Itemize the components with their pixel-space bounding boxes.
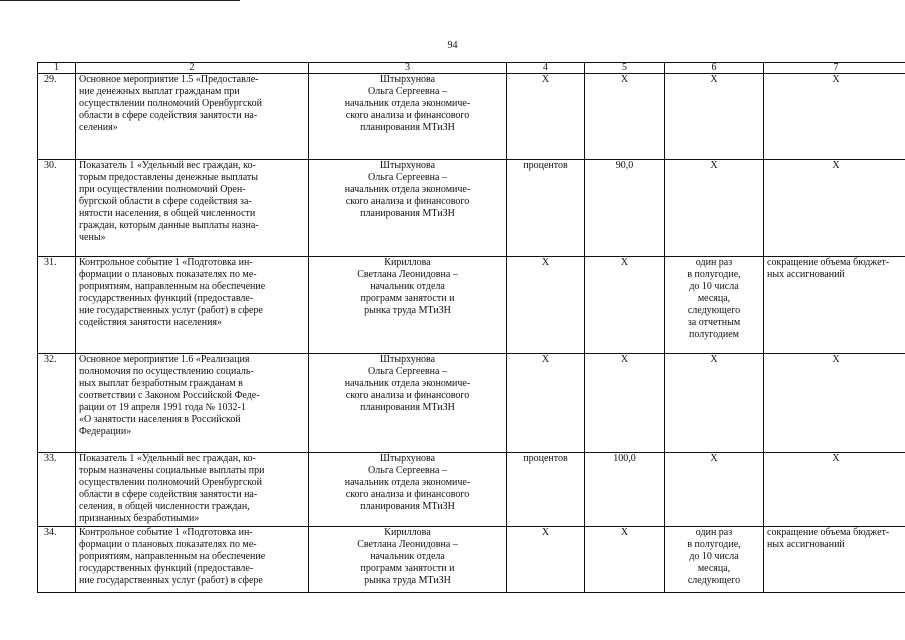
note-line: сокращение объема бюджет-: [767, 257, 890, 268]
responsible-line: начальник отдела: [370, 281, 445, 292]
responsible-line: Ольга Сергеевна –: [368, 465, 447, 476]
row-number: 33.: [38, 453, 76, 527]
note-line: ных ассигнований: [767, 269, 845, 280]
deadline-line: до 10 числа: [689, 551, 739, 562]
responsible-line: Ольга Сергеевна –: [368, 172, 447, 183]
deadline-line: X: [710, 453, 718, 464]
deadline-line: месяца,: [697, 293, 731, 304]
activity-name-line: торым назначены социальные выплаты при: [79, 465, 265, 476]
activity-name-line: нятости населения, в общей численности: [79, 208, 256, 219]
responsible-cell: [309, 453, 507, 527]
responsible-line: рынка труда МТиЗН: [364, 305, 451, 316]
activity-name-line: ние государственных услуг (работ) в сфере: [79, 575, 263, 586]
note-cell: [764, 453, 905, 527]
activity-name-line: чены»: [79, 232, 106, 243]
note-line: X: [832, 74, 840, 85]
activity-name-line: Федерации»: [79, 426, 132, 437]
table-row: [38, 74, 905, 160]
note-line: сокращение объема бюджет-: [767, 527, 890, 538]
unit-cell: процентов: [507, 453, 585, 527]
value-cell: X: [585, 257, 665, 354]
activity-name-line: полномочия по осуществлению социаль-: [79, 366, 254, 377]
activity-name-line: Основное мероприятие 1.6 «Реализация: [79, 354, 250, 365]
deadline-line: месяца,: [697, 563, 731, 574]
responsible-line: Ольга Сергеевна –: [368, 86, 447, 97]
table-row: [38, 527, 905, 593]
row-number: 34.: [38, 527, 76, 593]
row-number: 29.: [38, 74, 76, 160]
deadline-line: X: [710, 160, 718, 171]
col-header-4: 4: [507, 63, 585, 74]
activity-name-line: Основное мероприятие 1.5 «Предоставле-: [79, 74, 259, 85]
col-header-3: 3: [309, 63, 507, 74]
activity-name-line: Показатель 1 «Удельный вес граждан, ко-: [79, 160, 256, 171]
note-cell: [764, 354, 905, 453]
activity-name-line: селения, в общей численности граждан,: [79, 501, 250, 512]
value-cell: X: [585, 527, 665, 593]
activity-name-cell: [76, 354, 309, 453]
table-header: [38, 63, 905, 74]
activity-name-line: ние денежных выплат гражданам при: [79, 86, 240, 97]
responsible-line: начальник отдела экономиче-: [344, 378, 471, 389]
note-line: X: [832, 354, 840, 365]
responsible-line: начальник отдела экономиче-: [344, 98, 471, 109]
responsible-line: Штырхунова: [379, 160, 436, 171]
col-header-2: 2: [76, 63, 309, 74]
responsible-cell: [309, 354, 507, 453]
responsible-line: Кириллова: [384, 257, 431, 268]
activity-name-line: ние государственных услуг (работ) в сфере: [79, 305, 263, 316]
activity-name-cell: [76, 453, 309, 527]
activity-name-line: Показатель 1 «Удельный вес граждан, ко-: [79, 453, 256, 464]
activity-name-line: содействия занятости населения»: [79, 317, 223, 328]
deadline-cell: [665, 160, 764, 257]
top-rule: [0, 0, 240, 1]
note-line: X: [832, 160, 840, 171]
responsible-line: программ занятости и: [360, 293, 455, 304]
activity-name-line: Контрольное событие 1 «Подготовка ин-: [79, 527, 253, 538]
responsible-line: программ занятости и: [360, 563, 455, 574]
responsible-line: ского анализа и финансового: [345, 489, 470, 500]
header-row: [38, 63, 905, 74]
table-body: [38, 74, 905, 593]
responsible-line: ского анализа и финансового: [345, 196, 470, 207]
activity-name-line: государственных функций (предоставле-: [79, 293, 254, 304]
deadline-line: полугодием: [689, 329, 739, 340]
unit-cell: X: [507, 354, 585, 453]
responsible-line: Светлана Леонидовна –: [357, 539, 458, 550]
deadline-line: следующего: [687, 575, 741, 586]
table-row: [38, 453, 905, 527]
value-cell: X: [585, 74, 665, 160]
note-cell: [764, 160, 905, 257]
unit-cell: X: [507, 74, 585, 160]
deadline-line: X: [710, 74, 718, 85]
col-header-6: 6: [665, 63, 764, 74]
deadline-line: за отчетным: [687, 317, 741, 328]
deadline-line: один раз: [695, 527, 733, 538]
row-number: 32.: [38, 354, 76, 453]
activity-name-line: граждан, которым данные выплаты назна-: [79, 220, 259, 231]
activity-name-line: ных выплат безработным гражданам в: [79, 378, 243, 389]
activity-name-cell: [76, 74, 309, 160]
note-cell: [764, 527, 905, 593]
activity-name-line: признанных безработными»: [79, 513, 200, 524]
value-cell: X: [585, 354, 665, 453]
deadline-line: следующего: [687, 305, 741, 316]
responsible-line: начальник отдела: [370, 551, 445, 562]
col-header-1: 1: [38, 63, 76, 74]
table-row: [38, 354, 905, 453]
responsible-cell: [309, 527, 507, 593]
activity-name-cell: [76, 527, 309, 593]
responsible-cell: [309, 160, 507, 257]
note-line: X: [832, 453, 840, 464]
deadline-cell: [665, 74, 764, 160]
deadline-line: в полугодие,: [687, 539, 741, 550]
row-number: 31.: [38, 257, 76, 354]
note-cell: [764, 257, 905, 354]
responsible-line: Светлана Леонидовна –: [357, 269, 458, 280]
responsible-line: планирования МТиЗН: [360, 402, 455, 413]
row-number: 30.: [38, 160, 76, 257]
activity-name-line: рации от 19 апреля 1991 года № 1032-1: [79, 402, 246, 413]
unit-cell: X: [507, 257, 585, 354]
activity-name-line: бургской области в сфере содействия за-: [79, 196, 252, 207]
responsible-line: ского анализа и финансового: [345, 390, 470, 401]
responsible-line: рынка труда МТиЗН: [364, 575, 451, 586]
activity-name-line: осуществлении полномочий Оренбургской: [79, 98, 262, 109]
responsible-line: Ольга Сергеевна –: [368, 366, 447, 377]
responsible-cell: [309, 257, 507, 354]
activity-name-line: при осуществлении полномочий Орен-: [79, 184, 246, 195]
responsible-line: Штырхунова: [379, 453, 436, 464]
note-line: ных ассигнований: [767, 539, 845, 550]
activity-name-line: «О занятости населения в Российской: [79, 414, 241, 425]
activity-name-cell: [76, 257, 309, 354]
responsible-line: планирования МТиЗН: [360, 501, 455, 512]
deadline-cell: [665, 354, 764, 453]
responsible-line: Штырхунова: [379, 354, 436, 365]
responsible-line: начальник отдела экономиче-: [344, 184, 471, 195]
responsible-line: планирования МТиЗН: [360, 122, 455, 133]
deadline-line: до 10 числа: [689, 281, 739, 292]
deadline-cell: [665, 257, 764, 354]
responsible-line: ского анализа и финансового: [345, 110, 470, 121]
activity-name-line: формации о плановых показателях по ме-: [79, 539, 257, 550]
responsible-line: Штырхунова: [379, 74, 436, 85]
deadline-cell: [665, 453, 764, 527]
table-row: [38, 257, 905, 354]
table-row: [38, 160, 905, 257]
activity-name-line: роприятиям, направленным на обеспечение: [79, 281, 266, 292]
responsible-line: Кириллова: [384, 527, 431, 538]
col-header-7: 7: [764, 63, 905, 74]
plan-table: [37, 62, 905, 593]
activity-name-cell: [76, 160, 309, 257]
deadline-line: в полугодие,: [687, 269, 741, 280]
activity-name-line: области в сфере содействия занятости на-: [79, 110, 258, 121]
activity-name-line: осуществлении полномочий Оренбургской: [79, 477, 262, 488]
responsible-line: начальник отдела экономиче-: [344, 477, 471, 488]
activity-name-line: государственных функций (предоставле-: [79, 563, 254, 574]
activity-name-line: селения»: [79, 122, 118, 133]
deadline-line: X: [710, 354, 718, 365]
value-cell: 100,0: [585, 453, 665, 527]
deadline-cell: [665, 527, 764, 593]
responsible-cell: [309, 74, 507, 160]
page-number: 94: [447, 40, 458, 51]
activity-name-line: Контрольное событие 1 «Подготовка ин-: [79, 257, 253, 268]
col-header-5: 5: [585, 63, 665, 74]
unit-cell: процентов: [507, 160, 585, 257]
deadline-line: один раз: [695, 257, 733, 268]
activity-name-line: торым предоставлены денежные выплаты: [79, 172, 259, 183]
note-cell: [764, 74, 905, 160]
responsible-line: планирования МТиЗН: [360, 208, 455, 219]
activity-name-line: роприятиям, направленным на обеспечение: [79, 551, 266, 562]
activity-name-line: формации о плановых показателях по ме-: [79, 269, 257, 280]
unit-cell: X: [507, 527, 585, 593]
activity-name-line: области в сфере содействия занятости на-: [79, 489, 258, 500]
activity-name-line: соответствии с Законом Российской Феде-: [79, 390, 260, 401]
value-cell: 90,0: [585, 160, 665, 257]
